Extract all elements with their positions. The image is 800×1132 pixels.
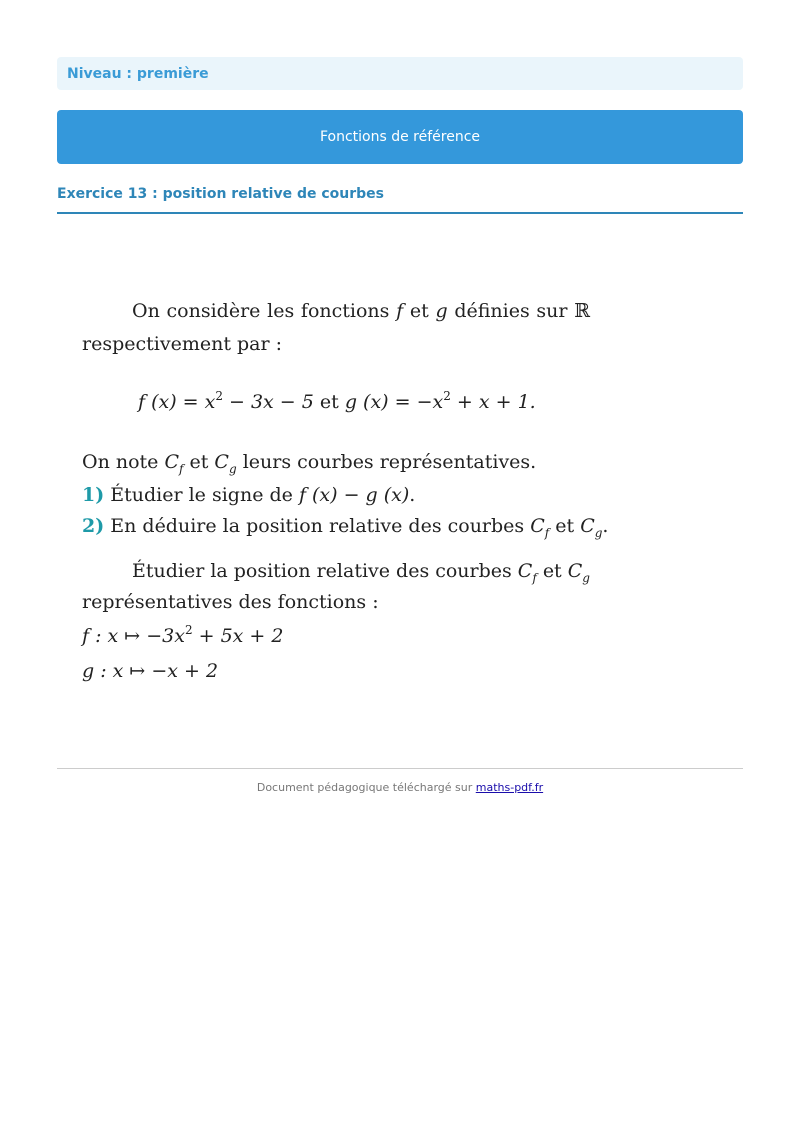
real-numbers-symbol: ℝ	[574, 300, 590, 322]
conjunction: et	[549, 515, 581, 537]
curve-cf	[517, 560, 537, 585]
note-prefix: On note	[82, 451, 165, 473]
exponent: 2	[443, 389, 451, 403]
footer	[0, 781, 800, 794]
word: la	[210, 560, 228, 582]
function-g: g	[435, 300, 448, 322]
word: des	[396, 560, 430, 582]
curve-symbol: C	[517, 560, 533, 582]
curve-symbol: C	[580, 515, 595, 537]
level-box	[57, 57, 743, 90]
question-text: En déduire la position relative des courbes	[104, 515, 531, 537]
word: relative	[316, 560, 391, 582]
g-definition	[82, 660, 218, 682]
subscript: f	[544, 526, 550, 540]
curve-symbol: C	[530, 515, 545, 537]
formula-g: g (x) = −x	[344, 391, 444, 413]
exponent: 2	[184, 623, 193, 637]
formula-line	[138, 391, 536, 413]
word: On	[132, 300, 160, 322]
g-def: g : x ↦ −x + 2	[82, 660, 219, 682]
word: et	[542, 560, 562, 582]
subscript: g	[228, 462, 237, 476]
part2-line-2: représentatives des fonctions :	[82, 591, 379, 613]
subscript: g	[582, 571, 590, 585]
word: courbes	[435, 560, 512, 582]
curve-symbol: C	[164, 451, 179, 473]
punctuation: .	[602, 515, 609, 537]
word: position	[233, 560, 311, 582]
question-number: 2)	[82, 515, 105, 537]
word: sur	[536, 300, 568, 322]
word: et	[409, 300, 429, 322]
question-math: f (x) − g (x)	[298, 484, 410, 506]
question-number: 1)	[82, 484, 105, 506]
curve-symbol: C	[567, 560, 583, 582]
question-text: Étudier le signe de	[104, 484, 299, 506]
word: définies	[454, 300, 530, 322]
word: Étudier	[132, 560, 205, 582]
punctuation: .	[409, 484, 416, 506]
word: fonctions	[300, 300, 390, 322]
f-def: f : x ↦ −3x	[82, 625, 185, 647]
word: considère	[166, 300, 261, 322]
curve-cg	[567, 560, 590, 585]
f-def-rest: + 5x + 2	[192, 625, 284, 647]
conjunction: et	[313, 391, 345, 413]
f-definition	[82, 625, 283, 647]
intro-line-2: respectivement par :	[82, 333, 283, 355]
exercise-title: Exercice 13 : position relative de courbes	[57, 186, 743, 214]
footer-text: Document pédagogique téléchargé sur	[256, 781, 476, 794]
formula-g-rest: + x + 1.	[450, 391, 536, 413]
note-suffix: leurs courbes représentatives.	[236, 451, 537, 473]
curve-symbol: C	[214, 451, 229, 473]
subscript: f	[179, 462, 184, 476]
function-f: f	[396, 300, 404, 322]
question-2	[82, 515, 609, 540]
topic-banner	[57, 110, 743, 164]
intro-line-1	[132, 300, 590, 322]
word: les	[267, 300, 295, 322]
footer-divider	[57, 768, 743, 769]
formula-f-rest: − 3x − 5	[222, 391, 314, 413]
footer-link[interactable]: maths-pdf.fr	[475, 781, 544, 794]
subscript: f	[532, 571, 537, 585]
part2-line-1	[132, 560, 590, 585]
formula-f: f (x) = x	[138, 391, 216, 413]
topic-title: Fonctions de référence	[319, 129, 481, 145]
note-line	[82, 451, 537, 476]
exponent: 2	[215, 389, 223, 403]
level-label: Niveau : première	[67, 65, 209, 82]
conjunction: et	[183, 451, 215, 473]
subscript: g	[594, 526, 603, 540]
question-1	[82, 484, 415, 506]
